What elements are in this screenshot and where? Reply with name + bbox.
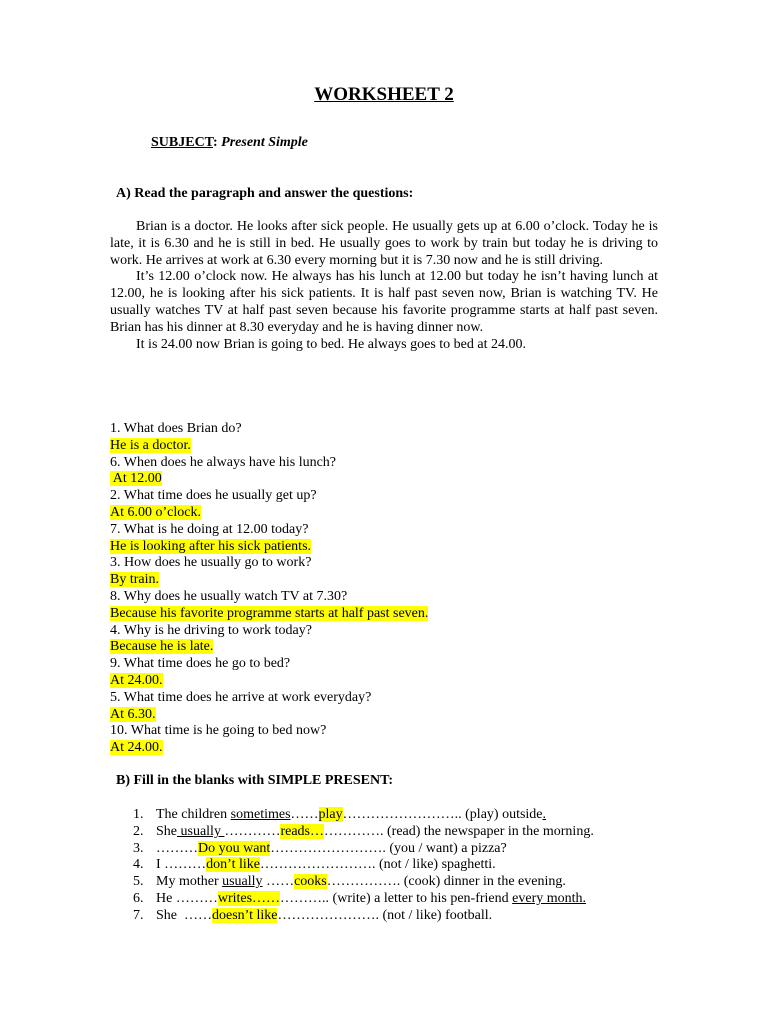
underlined-word: every month.	[512, 890, 587, 906]
subject-label: SUBJECT	[151, 135, 213, 150]
answer-highlight: Because his favorite programme starts at half past seven.	[110, 605, 429, 621]
question: 3. How does he usually go to work?	[110, 555, 312, 571]
sentence-text: ……	[262, 874, 295, 890]
sentence-text: ……………………. (not / like) spaghetti.	[259, 857, 496, 873]
sentence-text: …………. (read) the newspaper in the morning.	[324, 823, 594, 839]
answer-row	[110, 438, 428, 455]
fill-item	[133, 807, 594, 824]
sentence-text: My mother	[156, 874, 223, 890]
answer-highlight: Because he is late.	[110, 639, 214, 655]
item-number: 4.	[133, 857, 144, 873]
answer-row	[110, 606, 428, 623]
item-number: 2.	[133, 823, 144, 839]
answer-highlight: He is a doctor.	[110, 437, 191, 453]
answer-highlight: At 24.00.	[110, 740, 163, 756]
question-answer-list	[110, 421, 428, 757]
underlined-word: .	[542, 807, 547, 822]
sentence-text: …………………. (not / like) football.	[277, 907, 493, 923]
answer-row	[110, 707, 428, 724]
answer-highlight: don’t like	[206, 857, 260, 873]
sentence-text: …………	[224, 823, 281, 839]
section-a-heading: A) Read the paragraph and answer the questions:	[116, 186, 414, 201]
fill-item	[133, 857, 594, 874]
paragraph-2: It’s 12.00 o’clock now. He always has his lunch at 12.00 but today he isn’t having lunch at 12.00, he is looking after his sick patients. It is half past seven now, Brian is watching TV. He usually watches TV at half past seven because his favorite programme starts at half past seven. Brian has his dinner at 8.30 everyday and he is having dinner now.	[110, 269, 658, 335]
sentence-text: She ……	[156, 907, 212, 923]
paragraph-3: It is 24.00 now Brian is going to bed. He always goes to bed at 24.00.	[136, 336, 527, 352]
sentence-text: I ………	[156, 857, 207, 873]
subject-colon: :	[212, 135, 218, 150]
answer-highlight: play	[318, 807, 343, 822]
answer-row	[110, 505, 428, 522]
item-number: 1.	[133, 807, 144, 822]
question: 4. Why is he driving to work today?	[110, 622, 312, 638]
question: 6. When does he always have his lunch?	[110, 454, 337, 470]
item-number: 6.	[133, 890, 144, 906]
question: 9. What time does he go to bed?	[110, 656, 291, 672]
sentence-text: She	[156, 823, 177, 839]
item-number: 5.	[133, 874, 144, 890]
worksheet-title: WORKSHEET 2	[314, 84, 454, 105]
subject-value: Present Simple	[221, 135, 308, 150]
answer-row	[110, 539, 428, 556]
answer-highlight: reads…	[280, 823, 324, 839]
sentence-text: ……………………. (you / want) a pizza?	[270, 840, 507, 856]
question: 10. What time is he going to bed now?	[110, 723, 327, 739]
question: 1. What does Brian do?	[110, 421, 242, 436]
fill-item	[133, 874, 594, 891]
sentence-text: …………………….. (play) outside	[342, 807, 543, 822]
reading-paragraph	[110, 219, 658, 353]
sentence-text: ……….. (write) a letter to his pen-friend	[280, 890, 513, 906]
fill-item	[133, 841, 594, 858]
fill-in-blanks-list	[133, 807, 594, 925]
sentence-text: The children	[156, 807, 231, 822]
answer-highlight: At 6.30.	[110, 706, 156, 722]
answer-row	[110, 740, 428, 757]
item-number: 3.	[133, 840, 144, 856]
underlined-word: sometimes	[230, 807, 291, 822]
answer-highlight: By train.	[110, 572, 159, 588]
underlined-word: usually	[222, 874, 263, 890]
answer-highlight: writes……	[217, 890, 281, 906]
sentence-text: ………	[156, 840, 198, 856]
question: 8. Why does he usually watch TV at 7.30?	[110, 588, 348, 604]
answer-row	[110, 572, 428, 589]
underlined-word: usually	[177, 823, 225, 839]
answer-highlight: cooks	[294, 874, 327, 890]
answer-highlight: At 6.00 o’clock.	[110, 504, 201, 520]
answer-highlight: At 24.00.	[110, 672, 163, 688]
sentence-text: ……………. (cook) dinner in the evening.	[326, 874, 566, 890]
answer-row	[110, 673, 428, 690]
question: 2. What time does he usually get up?	[110, 488, 317, 504]
answer-highlight: He is looking after his sick patients.	[110, 538, 312, 554]
question: 5. What time does he arrive at work everyday?	[110, 689, 372, 705]
answer-row	[110, 639, 428, 656]
answer-row	[110, 471, 428, 488]
fill-item	[133, 891, 594, 908]
section-b-heading: B) Fill in the blanks with SIMPLE PRESENT:	[116, 773, 394, 788]
paragraph-1: Brian is a doctor. He looks after sick people. He usually gets up at 6.00 o’clock. Today he is late, it is 6.30 and he is still in bed. He usually goes to work by train but today he is driving to work. He arrives at work at 6.30 every morning but it is 7.30 now and he is still driving.	[110, 219, 658, 268]
item-number: 7.	[133, 907, 144, 923]
subject-line	[151, 135, 308, 151]
sentence-text: He ………	[156, 890, 218, 906]
fill-item	[133, 824, 594, 841]
fill-item	[133, 908, 594, 925]
question: 7. What is he doing at 12.00 today?	[110, 521, 309, 537]
answer-highlight: At 12.00	[110, 471, 162, 487]
answer-highlight: Do you want	[198, 840, 271, 856]
answer-highlight: doesn’t like	[212, 907, 278, 923]
sentence-text: ……	[290, 807, 319, 822]
